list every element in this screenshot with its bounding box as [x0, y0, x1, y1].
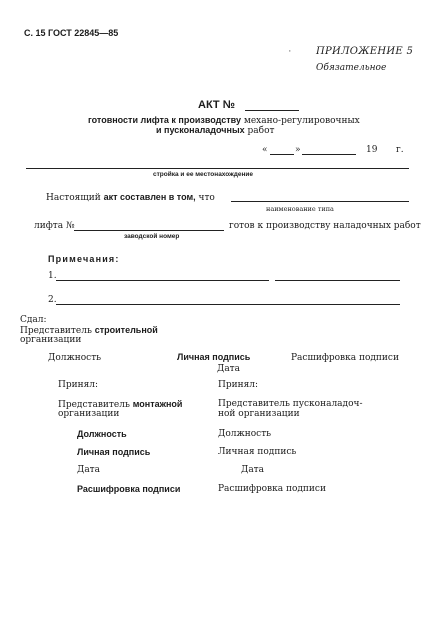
appendix-title: ПРИЛОЖЕНИЕ 5 [316, 46, 414, 57]
appendix-status: Обязательное [316, 63, 387, 73]
lift-ready-text: готов к производству наладочных работ [229, 221, 421, 231]
page-reference: С. 15 ГОСТ 22845—85 [24, 28, 119, 38]
accepted-right-rep-line-2: ной организации [218, 409, 300, 419]
note-1-number: 1. [48, 271, 57, 281]
scan-mark: ' [289, 49, 291, 57]
site-caption [153, 171, 253, 179]
note-1-line-b [275, 280, 400, 281]
handed-label: Сдал: [20, 315, 47, 325]
act-subtitle-bold-2: и пусконаладочных [156, 125, 245, 135]
note-1-line-a [56, 280, 269, 281]
date-close-quote: » [295, 145, 301, 155]
act-subtitle-rest-1: механо-регулировочных [243, 116, 360, 126]
date-open-quote: « [262, 145, 268, 155]
accepted-right-label: Принял: [218, 380, 259, 390]
accepted-right-signature: Личная подпись [218, 447, 297, 457]
date-day-line [270, 154, 294, 155]
handed-signature-text: Личная подпись [177, 352, 251, 362]
act-made-statement [46, 193, 215, 203]
act-subtitle-line-2 [156, 126, 274, 136]
handed-signature [177, 353, 250, 363]
accepted-left-decoding: Расшифровка подписи [77, 484, 181, 494]
accepted-right-decoding: Расшифровка подписи [218, 484, 326, 494]
accepted-left-label: Принял: [58, 380, 99, 390]
act-made-suffix: что [198, 193, 215, 203]
act-number-line [245, 110, 299, 111]
handed-decoding: Расшифровка подписи [291, 353, 399, 363]
accepted-left-date: Дата [77, 465, 101, 475]
site-caption-text: стройка и ее местонахождение [153, 171, 254, 178]
handed-position: Должность [48, 353, 102, 363]
date-month-line [302, 154, 356, 155]
lift-number-label: лифта № [34, 221, 75, 231]
accepted-left-rep-prefix: Представитель [58, 400, 130, 410]
accepted-left-signature: Личная подпись [77, 447, 151, 457]
note-2-number: 2. [48, 295, 57, 305]
site-line [26, 168, 409, 169]
notes-label: Примечания: [48, 254, 120, 264]
handed-rep-bold: строительной [94, 325, 158, 335]
accepted-right-date: Дата [241, 465, 265, 475]
lift-number-line [74, 230, 224, 231]
act-title: АКТ № [198, 99, 235, 111]
accepted-right-position: Должность [218, 429, 272, 439]
date-year: 19 [366, 145, 378, 155]
note-2-line [56, 304, 400, 305]
act-subtitle-bold-1: готовности лифта к производству [88, 115, 241, 125]
handed-date: Дата [217, 364, 241, 374]
factory-number-caption-text: заводской номер [124, 233, 180, 240]
date-year-suffix: г. [396, 145, 404, 155]
accepted-right-rep-line-1: Представитель пусконаладоч- [218, 399, 363, 409]
handed-rep-prefix: Представитель [20, 326, 92, 336]
type-caption: наименование типа [266, 205, 334, 213]
act-made-prefix: Настоящий [46, 193, 101, 203]
act-made-bold: акт составлен в том, [103, 192, 196, 202]
accepted-left-position: Должность [77, 429, 127, 439]
handed-org: организации [20, 335, 82, 345]
act-subtitle-rest-2: работ [247, 126, 275, 136]
accepted-left-rep-bold: монтажной [132, 399, 183, 409]
lift-type-line [231, 201, 409, 202]
accepted-left-org: организации [58, 409, 120, 419]
factory-number-caption [124, 233, 179, 241]
